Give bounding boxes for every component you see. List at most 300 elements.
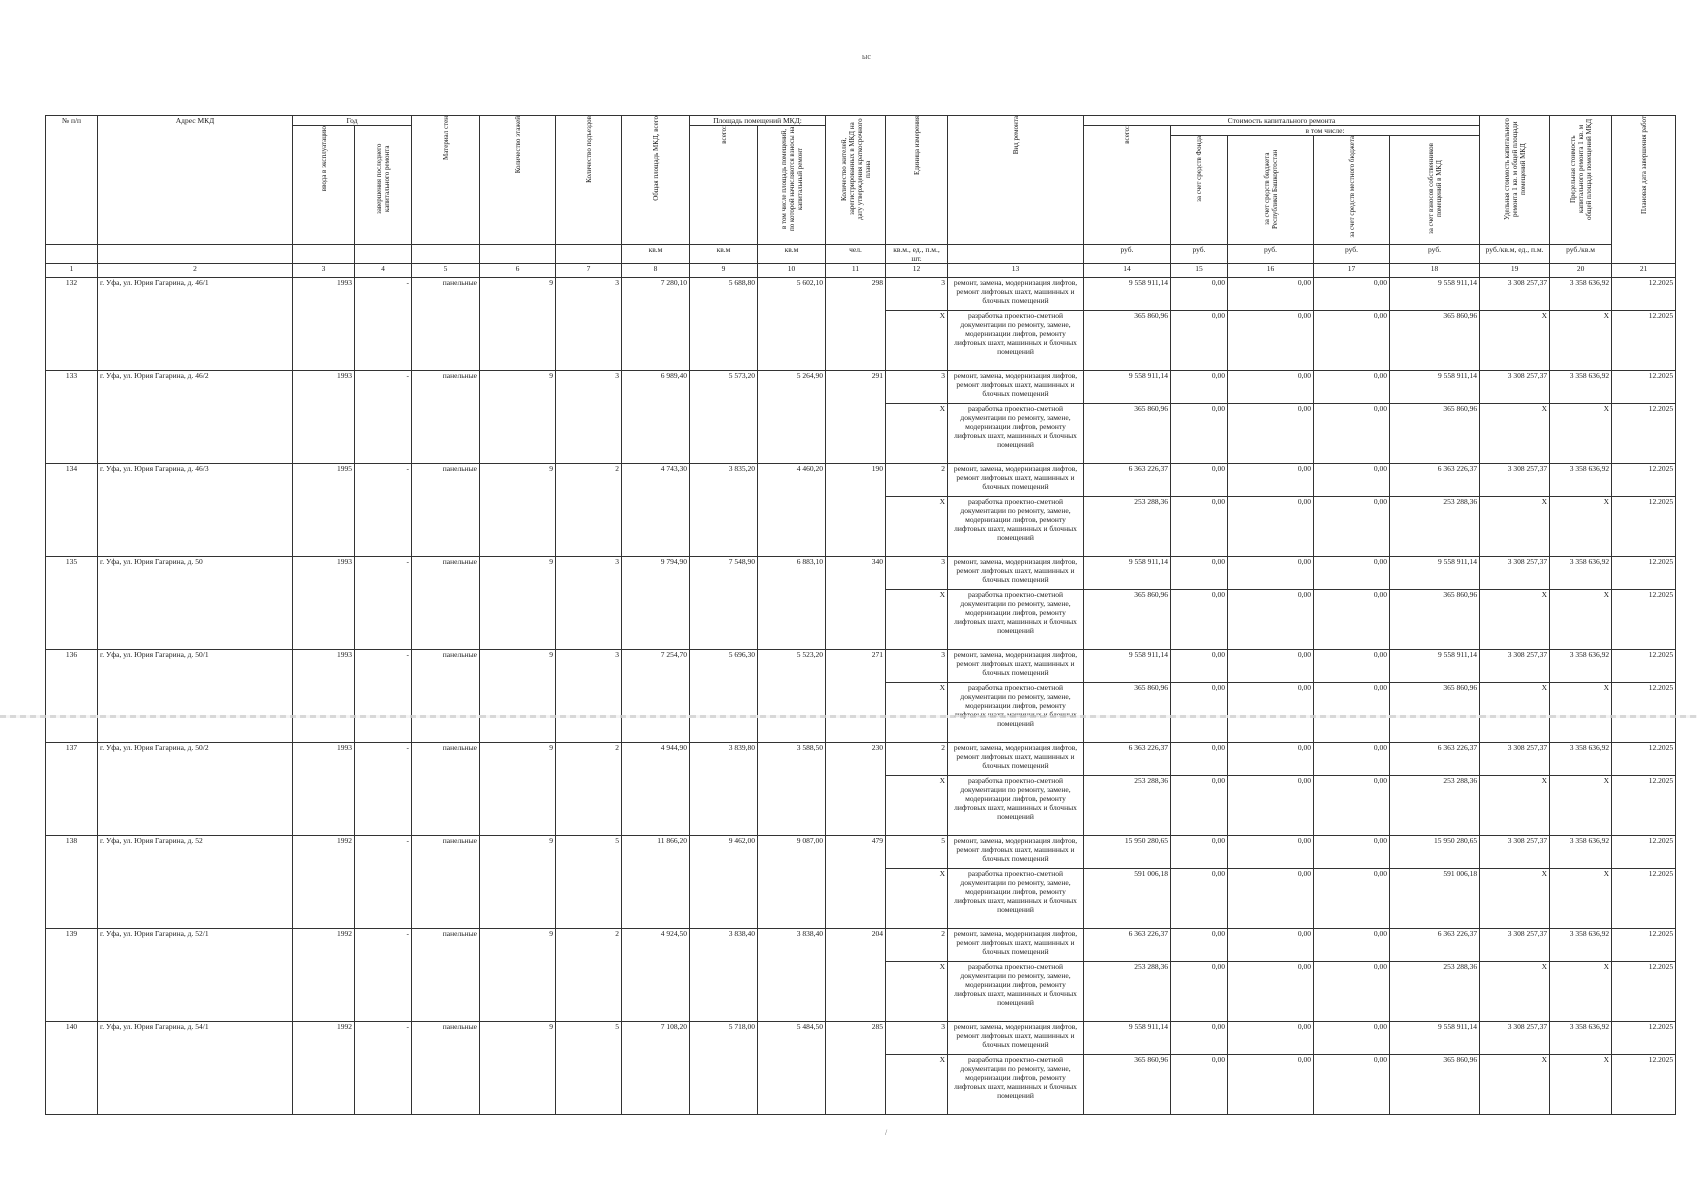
year-repair-cell: - xyxy=(355,743,412,836)
unit-cost-cell: X xyxy=(1480,404,1550,464)
area-paid-cell: 6 883,10 xyxy=(758,557,826,650)
total-area-cell: 6 989,40 xyxy=(622,371,690,464)
col-number: 19 xyxy=(1480,264,1550,278)
total-area-cell: 11 866,20 xyxy=(622,836,690,929)
col-number: 7 xyxy=(556,264,622,278)
unit-cost-cell: 3 308 257,37 xyxy=(1480,1022,1550,1055)
cost-fund-cell: 0,00 xyxy=(1171,743,1228,776)
col-number: 1 xyxy=(46,264,98,278)
quantity-cell: 5 xyxy=(886,836,948,869)
header-floors: Количество этажей xyxy=(480,116,556,245)
quantity-cell: X xyxy=(886,590,948,650)
total-area-cell: 4 944,90 xyxy=(622,743,690,836)
year-commission-cell: 1993 xyxy=(293,557,355,650)
house-row xyxy=(46,278,1676,311)
unit-cost-cell: X xyxy=(1480,311,1550,371)
address-cell: г. Уфа, ул. Юрия Гагарина, д. 52/1 xyxy=(98,929,293,1022)
cost-local-cell: 0,00 xyxy=(1314,776,1390,836)
scan-mark: / xyxy=(885,1128,888,1137)
cost-fund-cell: 0,00 xyxy=(1171,497,1228,557)
area-all-cell: 3 839,80 xyxy=(690,743,758,836)
cost-owners-cell: 365 860,96 xyxy=(1390,683,1480,743)
floors-cell: 9 xyxy=(480,371,556,464)
year-commission-cell: 1995 xyxy=(293,464,355,557)
quantity-cell: X xyxy=(886,1055,948,1115)
cost-owners-cell: 253 288,36 xyxy=(1390,962,1480,1022)
quantity-cell: X xyxy=(886,962,948,1022)
limit-cost-cell: X xyxy=(1550,311,1612,371)
header-num: № п/п xyxy=(46,116,98,245)
unit-cost-cell: X xyxy=(1480,962,1550,1022)
unit-cost-cell: X xyxy=(1480,497,1550,557)
col-number: 8 xyxy=(622,264,690,278)
cost-total-cell: 6 363 226,37 xyxy=(1084,743,1171,776)
cost-local-cell: 0,00 xyxy=(1314,497,1390,557)
unit-cost-cell: X xyxy=(1480,869,1550,929)
limit-cost-cell: X xyxy=(1550,404,1612,464)
cost-local-cell: 0,00 xyxy=(1314,557,1390,590)
quantity-cell: 3 xyxy=(886,650,948,683)
col-number: 12 xyxy=(886,264,948,278)
area-all-cell: 7 548,90 xyxy=(690,557,758,650)
cost-republic-cell: 0,00 xyxy=(1228,1055,1314,1115)
unit-cost-cell: X xyxy=(1480,776,1550,836)
cost-total-cell: 6 363 226,37 xyxy=(1084,929,1171,962)
entrances-cell: 2 xyxy=(556,464,622,557)
cost-total-cell: 591 006,18 xyxy=(1084,869,1171,929)
entrances-cell: 2 xyxy=(556,929,622,1022)
units-row xyxy=(46,245,1676,264)
floors-cell: 9 xyxy=(480,929,556,1022)
unit-cell: кв.м xyxy=(690,245,758,264)
cost-fund-cell: 0,00 xyxy=(1171,776,1228,836)
cost-owners-cell: 365 860,96 xyxy=(1390,590,1480,650)
header-cost-republic: за счет средств бюджета Республики Башкортостан xyxy=(1228,136,1314,245)
cost-fund-cell: 0,00 xyxy=(1171,590,1228,650)
residents-cell: 298 xyxy=(826,278,886,371)
plan-date-cell: 12.2025 xyxy=(1612,497,1676,557)
work-type-cell: ремонт, замена, модернизация лифтов, ремонт лифтовых шахт, машинных и блочных помещений xyxy=(948,1022,1084,1055)
work-type-cell: разработка проектно-сметной документации по ремонту, замене, модернизации лифтов, ремонту лифтовых шахт, машинных и блочных помещений xyxy=(948,497,1084,557)
cost-republic-cell: 0,00 xyxy=(1228,311,1314,371)
cost-republic-cell: 0,00 xyxy=(1228,836,1314,869)
total-area-cell: 7 108,20 xyxy=(622,1022,690,1115)
scan-artifact-stripe xyxy=(0,715,1697,718)
year-repair-cell: - xyxy=(355,836,412,929)
cost-local-cell: 0,00 xyxy=(1314,1055,1390,1115)
wall-material-cell: панельные xyxy=(412,929,480,1022)
col-number: 4 xyxy=(355,264,412,278)
area-all-cell: 5 718,00 xyxy=(690,1022,758,1115)
residents-cell: 230 xyxy=(826,743,886,836)
cost-owners-cell: 6 363 226,37 xyxy=(1390,464,1480,497)
house-row xyxy=(46,371,1676,404)
cost-fund-cell: 0,00 xyxy=(1171,464,1228,497)
cost-local-cell: 0,00 xyxy=(1314,404,1390,464)
cost-total-cell: 15 950 280,65 xyxy=(1084,836,1171,869)
cost-fund-cell: 0,00 xyxy=(1171,311,1228,371)
cost-local-cell: 0,00 xyxy=(1314,1022,1390,1055)
entrances-cell: 3 xyxy=(556,371,622,464)
wall-material-cell: панельные xyxy=(412,836,480,929)
cost-republic-cell: 0,00 xyxy=(1228,278,1314,311)
plan-date-cell: 12.2025 xyxy=(1612,371,1676,404)
cost-total-cell: 6 363 226,37 xyxy=(1084,464,1171,497)
cost-fund-cell: 0,00 xyxy=(1171,1055,1228,1115)
col-number: 2 xyxy=(98,264,293,278)
work-type-cell: разработка проектно-сметной документации по ремонту, замене, модернизации лифтов, ремонту лифтовых шахт, машинных и блочных помещений xyxy=(948,1055,1084,1115)
plan-date-cell: 12.2025 xyxy=(1612,869,1676,929)
plan-date-cell: 12.2025 xyxy=(1612,743,1676,776)
col-number: 13 xyxy=(948,264,1084,278)
col-number: 18 xyxy=(1390,264,1480,278)
unit-cell: руб. xyxy=(1084,245,1171,264)
row-number: 140 xyxy=(46,1022,98,1115)
entrances-cell: 3 xyxy=(556,557,622,650)
year-repair-cell: - xyxy=(355,464,412,557)
quantity-cell: 2 xyxy=(886,464,948,497)
work-type-cell: ремонт, замена, модернизация лифтов, ремонт лифтовых шахт, машинных и блочных помещений xyxy=(948,929,1084,962)
year-repair-cell: - xyxy=(355,557,412,650)
year-repair-cell: - xyxy=(355,278,412,371)
year-repair-cell: - xyxy=(355,371,412,464)
cost-fund-cell: 0,00 xyxy=(1171,962,1228,1022)
cost-local-cell: 0,00 xyxy=(1314,743,1390,776)
floors-cell: 9 xyxy=(480,650,556,743)
limit-cost-cell: 3 358 636,92 xyxy=(1550,836,1612,869)
work-type-cell: разработка проектно-сметной документации по ремонту, замене, модернизации лифтов, ремонту помещений xyxy=(948,683,1084,743)
house-row xyxy=(46,1022,1676,1055)
wall-material-cell: панельные xyxy=(412,557,480,650)
house-row xyxy=(46,929,1676,962)
unit-cell: руб. xyxy=(1171,245,1228,264)
plan-date-cell: 12.2025 xyxy=(1612,962,1676,1022)
cost-total-cell: 365 860,96 xyxy=(1084,311,1171,371)
cost-owners-cell: 9 558 911,14 xyxy=(1390,650,1480,683)
cost-fund-cell: 0,00 xyxy=(1171,557,1228,590)
unit-cost-cell: 3 308 257,37 xyxy=(1480,836,1550,869)
quantity-cell: 3 xyxy=(886,278,948,311)
header-premises-area-group: Площадь помещений МКД: xyxy=(690,116,826,126)
plan-date-cell: 12.2025 xyxy=(1612,836,1676,869)
quantity-cell: 2 xyxy=(886,929,948,962)
work-type-cell: разработка проектно-сметной документации по ремонту, замене, модернизации лифтов, ремонту лифтовых шахт, машинных и блочных помещений xyxy=(948,311,1084,371)
cost-total-cell: 365 860,96 xyxy=(1084,404,1171,464)
unit-cost-cell: X xyxy=(1480,590,1550,650)
plan-date-cell: 12.2025 xyxy=(1612,464,1676,497)
house-row xyxy=(46,650,1676,683)
limit-cost-cell: X xyxy=(1550,962,1612,1022)
plan-date-cell: 12.2025 xyxy=(1612,278,1676,311)
residents-cell: 190 xyxy=(826,464,886,557)
header-work-type: Вид ремонта xyxy=(948,116,1084,245)
area-paid-cell: 5 523,20 xyxy=(758,650,826,743)
plan-date-cell: 12.2025 xyxy=(1612,683,1676,743)
quantity-cell: X xyxy=(886,404,948,464)
header-plan-date: Плановая дата завершения работ xyxy=(1612,116,1676,264)
address-cell: г. Уфа, ул. Юрия Гагарина, д. 46/3 xyxy=(98,464,293,557)
cost-total-cell: 253 288,36 xyxy=(1084,962,1171,1022)
header-year-commission: ввода в эксплуатацию xyxy=(293,126,355,245)
header-cost-fund: за счет средств Фонда xyxy=(1171,136,1228,245)
house-row xyxy=(46,836,1676,869)
limit-cost-cell: 3 358 636,92 xyxy=(1550,1022,1612,1055)
unit-cell: руб. xyxy=(1314,245,1390,264)
header-limit-cost: Предельная стоимость капитального ремонта 1 кв. м общей площади помещений МКД xyxy=(1550,116,1612,245)
unit-cost-cell: 3 308 257,37 xyxy=(1480,743,1550,776)
quantity-cell: X xyxy=(886,497,948,557)
limit-cost-cell: 3 358 636,92 xyxy=(1550,650,1612,683)
header-unit-cost: Удельная стоимость капитального ремонта 1 кв. м общей площади помещений МКД xyxy=(1480,116,1550,245)
area-paid-cell: 4 460,20 xyxy=(758,464,826,557)
row-number: 136 xyxy=(46,650,98,743)
cost-local-cell: 0,00 xyxy=(1314,869,1390,929)
quantity-cell: 3 xyxy=(886,557,948,590)
floors-cell: 9 xyxy=(480,464,556,557)
year-repair-cell: - xyxy=(355,929,412,1022)
col-number: 21 xyxy=(1612,264,1676,278)
cost-republic-cell: 0,00 xyxy=(1228,869,1314,929)
cost-owners-cell: 9 558 911,14 xyxy=(1390,1022,1480,1055)
total-area-cell: 7 254,70 xyxy=(622,650,690,743)
cost-owners-cell: 15 950 280,65 xyxy=(1390,836,1480,869)
cost-republic-cell: 0,00 xyxy=(1228,962,1314,1022)
work-type-cell: ремонт, замена, модернизация лифтов, ремонт лифтовых шахт, машинных и блочных помещений xyxy=(948,557,1084,590)
house-row xyxy=(46,464,1676,497)
plan-date-cell: 12.2025 xyxy=(1612,557,1676,590)
cost-local-cell: 0,00 xyxy=(1314,836,1390,869)
plan-date-cell: 12.2025 xyxy=(1612,650,1676,683)
year-commission-cell: 1992 xyxy=(293,836,355,929)
quantity-cell: X xyxy=(886,776,948,836)
work-type-cell: разработка проектно-сметной документации по ремонту, замене, модернизации лифтов, ремонту лифтовых шахт, машинных и блочных помещений xyxy=(948,404,1084,464)
year-commission-cell: 1993 xyxy=(293,278,355,371)
unit-cost-cell: 3 308 257,37 xyxy=(1480,929,1550,962)
cost-owners-cell: 253 288,36 xyxy=(1390,497,1480,557)
row-number: 138 xyxy=(46,836,98,929)
header-cost-total: всего: xyxy=(1084,126,1171,245)
cost-fund-cell: 0,00 xyxy=(1171,371,1228,404)
area-all-cell: 5 573,20 xyxy=(690,371,758,464)
cost-total-cell: 9 558 911,14 xyxy=(1084,650,1171,683)
cost-republic-cell: 0,00 xyxy=(1228,464,1314,497)
header-year-group: Год xyxy=(293,116,412,126)
unit-cell: руб./кв.м xyxy=(1550,245,1612,264)
cost-local-cell: 0,00 xyxy=(1314,590,1390,650)
area-paid-cell: 9 087,00 xyxy=(758,836,826,929)
house-row xyxy=(46,557,1676,590)
cost-local-cell: 0,00 xyxy=(1314,311,1390,371)
cost-local-cell: 0,00 xyxy=(1314,683,1390,743)
area-all-cell: 3 838,40 xyxy=(690,929,758,1022)
entrances-cell: 3 xyxy=(556,650,622,743)
col-number: 11 xyxy=(826,264,886,278)
header-residents: Количество жителей, зарегистрированных в МКД на дату утверждения краткосрочного плана xyxy=(826,116,886,245)
residents-cell: 291 xyxy=(826,371,886,464)
area-paid-cell: 3 838,40 xyxy=(758,929,826,1022)
cost-fund-cell: 0,00 xyxy=(1171,869,1228,929)
row-number: 137 xyxy=(46,743,98,836)
col-number: 15 xyxy=(1171,264,1228,278)
area-all-cell: 3 835,20 xyxy=(690,464,758,557)
wall-material-cell: панельные xyxy=(412,650,480,743)
cost-fund-cell: 0,00 xyxy=(1171,929,1228,962)
quantity-cell: X xyxy=(886,311,948,371)
residents-cell: 479 xyxy=(826,836,886,929)
work-type-cell: разработка проектно-сметной документации по ремонту, замене, модернизации лифтов, ремонту лифтовых шахт, машинных и блочных помещений xyxy=(948,590,1084,650)
work-type-cell: ремонт, замена, модернизация лифтов, ремонт лифтовых шахт, машинных и блочных помещений xyxy=(948,278,1084,311)
area-paid-cell: 3 588,50 xyxy=(758,743,826,836)
plan-date-cell: 12.2025 xyxy=(1612,404,1676,464)
header-unit: Единица измерения xyxy=(886,116,948,245)
header-total-area: Общая площадь МКД, всего xyxy=(622,116,690,245)
cost-republic-cell: 0,00 xyxy=(1228,557,1314,590)
row-number: 139 xyxy=(46,929,98,1022)
total-area-cell: 7 280,10 xyxy=(622,278,690,371)
cost-local-cell: 0,00 xyxy=(1314,278,1390,311)
address-cell: г. Уфа, ул. Юрия Гагарина, д. 46/2 xyxy=(98,371,293,464)
limit-cost-cell: X xyxy=(1550,683,1612,743)
cost-republic-cell: 0,00 xyxy=(1228,743,1314,776)
area-all-cell: 5 688,80 xyxy=(690,278,758,371)
plan-date-cell: 12.2025 xyxy=(1612,776,1676,836)
unit-cost-cell: X xyxy=(1480,1055,1550,1115)
col-number: 10 xyxy=(758,264,826,278)
header-cost-owners: за счет взносов собственников помещений в МКД xyxy=(1390,136,1480,245)
house-row xyxy=(46,743,1676,776)
area-paid-cell: 5 602,10 xyxy=(758,278,826,371)
cost-republic-cell: 0,00 xyxy=(1228,929,1314,962)
unit-cost-cell: 3 308 257,37 xyxy=(1480,650,1550,683)
cost-local-cell: 0,00 xyxy=(1314,464,1390,497)
col-number: 9 xyxy=(690,264,758,278)
residents-cell: 204 xyxy=(826,929,886,1022)
wall-material-cell: панельные xyxy=(412,464,480,557)
plan-date-cell: 12.2025 xyxy=(1612,1022,1676,1055)
capital-repair-table-wrap xyxy=(45,115,1675,1115)
quantity-cell: 3 xyxy=(886,1022,948,1055)
work-type-cell: ремонт, замена, модернизация лифтов, ремонт лифтовых шахт, машинных и блочных помещений xyxy=(948,743,1084,776)
header-area-all: всего: xyxy=(690,126,758,245)
row-number: 134 xyxy=(46,464,98,557)
cost-fund-cell: 0,00 xyxy=(1171,836,1228,869)
floors-cell: 9 xyxy=(480,1022,556,1115)
work-type-cell: разработка проектно-сметной документации по ремонту, замене, модернизации лифтов, ремонту лифтовых шахт, машинных и блочных помещений xyxy=(948,962,1084,1022)
capital-repair-table xyxy=(45,115,1676,1115)
cost-fund-cell: 0,00 xyxy=(1171,1022,1228,1055)
cost-total-cell: 365 860,96 xyxy=(1084,590,1171,650)
row-number: 133 xyxy=(46,371,98,464)
unit-cell: чел. xyxy=(826,245,886,264)
entrances-cell: 5 xyxy=(556,1022,622,1115)
entrances-cell: 3 xyxy=(556,278,622,371)
limit-cost-cell: 3 358 636,92 xyxy=(1550,464,1612,497)
limit-cost-cell: 3 358 636,92 xyxy=(1550,371,1612,404)
year-commission-cell: 1992 xyxy=(293,1022,355,1115)
area-paid-cell: 5 484,50 xyxy=(758,1022,826,1115)
total-area-cell: 4 743,30 xyxy=(622,464,690,557)
year-commission-cell: 1992 xyxy=(293,929,355,1022)
work-type-cell: разработка проектно-сметной документации по ремонту, замене, модернизации лифтов, ремонту лифтовых шахт, машинных и блочных помещений xyxy=(948,869,1084,929)
cost-owners-cell: 9 558 911,14 xyxy=(1390,371,1480,404)
address-cell: г. Уфа, ул. Юрия Гагарина, д. 52 xyxy=(98,836,293,929)
limit-cost-cell: X xyxy=(1550,497,1612,557)
unit-cost-cell: 3 308 257,37 xyxy=(1480,371,1550,404)
work-type-cell: ремонт, замена, модернизация лифтов, ремонт лифтовых шахт, машинных и блочных помещений xyxy=(948,650,1084,683)
cost-total-cell: 9 558 911,14 xyxy=(1084,371,1171,404)
col-number: 20 xyxy=(1550,264,1612,278)
floors-cell: 9 xyxy=(480,557,556,650)
cost-total-cell: 253 288,36 xyxy=(1084,497,1171,557)
plan-date-cell: 12.2025 xyxy=(1612,1055,1676,1115)
cost-total-cell: 253 288,36 xyxy=(1084,776,1171,836)
quantity-cell: X xyxy=(886,869,948,929)
plan-date-cell: 12.2025 xyxy=(1612,311,1676,371)
page-number: ыс xyxy=(862,52,871,61)
work-type-cell: ремонт, замена, модернизация лифтов, ремонт лифтовых шахт, машинных и блочных помещений xyxy=(948,836,1084,869)
year-repair-cell: - xyxy=(355,1022,412,1115)
cost-republic-cell: 0,00 xyxy=(1228,371,1314,404)
cost-owners-cell: 6 363 226,37 xyxy=(1390,929,1480,962)
quantity-cell: 2 xyxy=(886,743,948,776)
entrances-cell: 2 xyxy=(556,743,622,836)
residents-cell: 285 xyxy=(826,1022,886,1115)
wall-material-cell: панельные xyxy=(412,743,480,836)
cost-fund-cell: 0,00 xyxy=(1171,404,1228,464)
cost-owners-cell: 9 558 911,14 xyxy=(1390,557,1480,590)
cost-republic-cell: 0,00 xyxy=(1228,497,1314,557)
wall-material-cell: панельные xyxy=(412,371,480,464)
header-year-last-repair: завершения последнего капитального ремонта xyxy=(355,126,412,245)
cost-total-cell: 9 558 911,14 xyxy=(1084,1022,1171,1055)
area-all-cell: 9 462,00 xyxy=(690,836,758,929)
total-area-cell: 4 924,50 xyxy=(622,929,690,1022)
column-numbers-row xyxy=(46,264,1676,278)
address-cell: г. Уфа, ул. Юрия Гагарина, д. 54/1 xyxy=(98,1022,293,1115)
address-cell: г. Уфа, ул. Юрия Гагарина, д. 50/2 xyxy=(98,743,293,836)
residents-cell: 340 xyxy=(826,557,886,650)
cost-total-cell: 365 860,96 xyxy=(1084,683,1171,743)
area-all-cell: 5 696,30 xyxy=(690,650,758,743)
plan-date-cell: 12.2025 xyxy=(1612,929,1676,962)
floors-cell: 9 xyxy=(480,836,556,929)
unit-cell: руб. xyxy=(1390,245,1480,264)
cost-republic-cell: 0,00 xyxy=(1228,776,1314,836)
cost-republic-cell: 0,00 xyxy=(1228,1022,1314,1055)
cost-owners-cell: 253 288,36 xyxy=(1390,776,1480,836)
year-commission-cell: 1993 xyxy=(293,650,355,743)
plan-date-cell: 12.2025 xyxy=(1612,590,1676,650)
header-cost-group: Стоимость капитального ремонта xyxy=(1084,116,1480,126)
year-commission-cell: 1993 xyxy=(293,371,355,464)
cost-local-cell: 0,00 xyxy=(1314,962,1390,1022)
unit-cell: руб./кв.м, ед., п.м. xyxy=(1480,245,1550,264)
wall-material-cell: панельные xyxy=(412,1022,480,1115)
wall-material-cell: панельные xyxy=(412,278,480,371)
area-paid-cell: 5 264,90 xyxy=(758,371,826,464)
work-type-cell: ремонт, замена, модернизация лифтов, ремонт лифтовых шахт, машинных и блочных помещений xyxy=(948,464,1084,497)
floors-cell: 9 xyxy=(480,743,556,836)
header-entrances: Количество подъездов xyxy=(556,116,622,245)
address-cell: г. Уфа, ул. Юрия Гагарина, д. 46/1 xyxy=(98,278,293,371)
unit-cell: руб. xyxy=(1228,245,1314,264)
cost-owners-cell: 9 558 911,14 xyxy=(1390,278,1480,311)
cost-owners-cell: 6 363 226,37 xyxy=(1390,743,1480,776)
cost-fund-cell: 0,00 xyxy=(1171,650,1228,683)
quantity-cell: X xyxy=(886,683,948,743)
limit-cost-cell: 3 358 636,92 xyxy=(1550,557,1612,590)
header-incl: в том числе: xyxy=(1171,126,1480,136)
